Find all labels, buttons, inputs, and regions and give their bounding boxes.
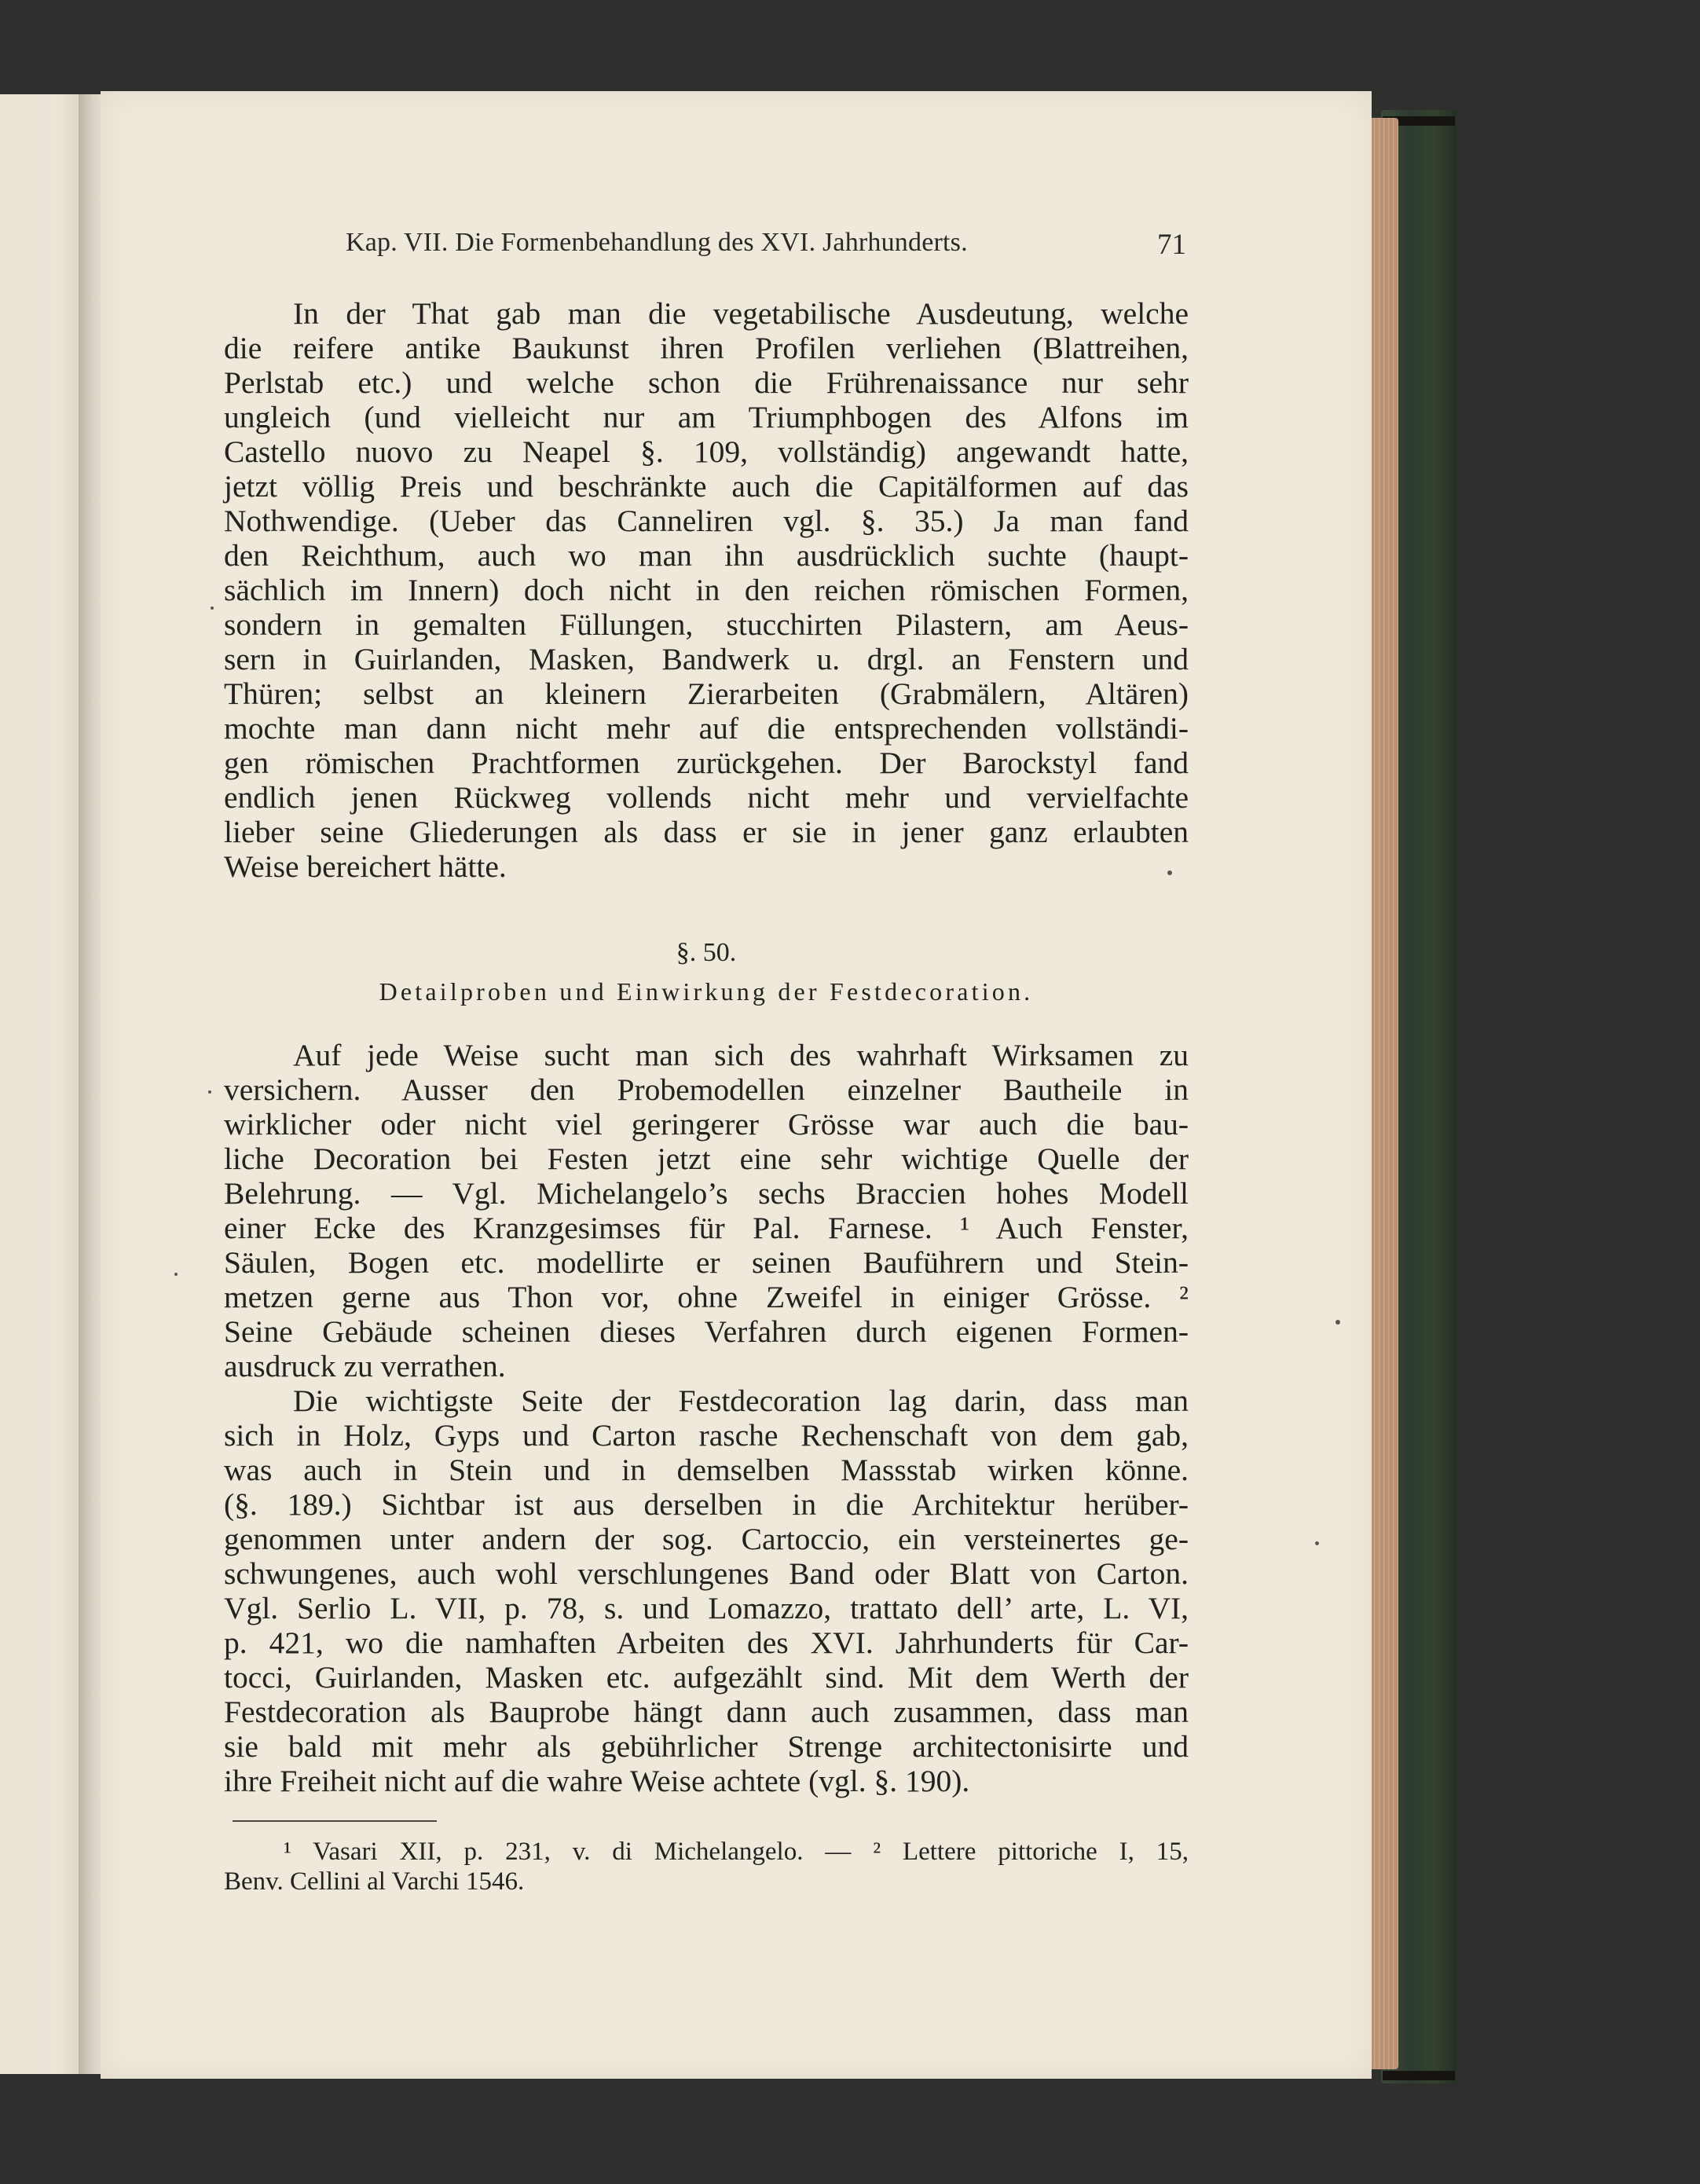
text-line: tocci, Guirlanden, Masken etc. aufgezählt sind. Mit dem Werth der (224, 1660, 1189, 1695)
text-line: genommen unter andern der sog. Cartoccio, ein versteinertes ge- (224, 1522, 1189, 1556)
text-line: Vgl. Serlio L. VII, p. 78, s. und Lomazzo, trattato dell’ arte, L. VI, (224, 1591, 1189, 1625)
text-line: gen römischen Prachtformen zurückgehen. Der Barockstyl fand (224, 746, 1189, 780)
text-line: Festdecoration als Bauprobe hängt dann auch zusammen, dass man (224, 1695, 1189, 1729)
page-speck (174, 1273, 178, 1276)
text-line: ausdruck zu verrathen. (224, 1349, 506, 1383)
footnote-line: Benv. Cellini al Varchi 1546. (224, 1867, 525, 1896)
text-line: was auch in Stein und in demselben Massstab wirken könne. (224, 1453, 1189, 1487)
text-line: Weise bereichert hätte. (224, 849, 507, 884)
text-line: p. 421, wo die namhaften Arbeiten des XVI. Jahrhunderts für Car- (224, 1625, 1189, 1660)
text-line: sondern in gemalten Füllungen, stucchirten Pilastern, am Aeus- (224, 607, 1189, 642)
text-line: Belehrung. — Vgl. Michelangelo’s sechs Braccien hohes Modell (224, 1176, 1189, 1211)
footnotes (224, 1837, 1189, 1896)
text-line: lieber seine Gliederungen als dass er sie in jener ganz erlaubten (224, 815, 1189, 849)
text-line: den Reichthum, auch wo man ihn ausdrücklich suchte (haupt- (224, 538, 1189, 573)
text-line: Auf jede Weise sucht man sich des wahrhaft Wirksamen zu (293, 1038, 1189, 1072)
text-line: liche Decoration bei Festen jetzt eine sehr wichtige Quelle der (224, 1141, 1189, 1176)
text-line: mochte man dann nicht mehr auf die entsprechenden vollständi- (224, 711, 1189, 746)
text-line: Perlstab etc.) und welche schon die Frührenaissance nur sehr (224, 365, 1189, 400)
text-line: ungleich (und vielleicht nur am Triumphbogen des Alfons im (224, 400, 1189, 434)
text-line: jetzt völlig Preis und beschränkte auch die Capitälformen auf das (224, 469, 1189, 504)
text-line: die reifere antike Baukunst ihren Profilen verliehen (Blattreihen, (224, 331, 1189, 365)
page-number: 71 (1157, 229, 1186, 261)
text-line: Säulen, Bogen etc. modellirte er seinen Bauführern und Stein- (224, 1245, 1189, 1280)
text-line: versichern. Ausser den Probemodellen einzelner Bautheile in (224, 1072, 1189, 1107)
text-line: sern in Guirlanden, Masken, Bandwerk u. drgl. an Fenstern und (224, 642, 1189, 676)
paragraph-1 (224, 296, 1189, 884)
page-speck (1315, 1541, 1319, 1545)
text-line: sich in Holz, Gyps und Carton rasche Rechenschaft von dem gab, (224, 1418, 1189, 1453)
text-line: Thüren; selbst an kleinern Zierarbeiten (Grabmälern, Altären) (224, 676, 1189, 711)
page-speck (1335, 1320, 1340, 1325)
text-line: schwungenes, auch wohl verschlungenes Band oder Blatt von Carton. (224, 1556, 1189, 1591)
cover-band (1383, 2071, 1455, 2080)
running-head (346, 228, 1186, 262)
page-speck (211, 606, 214, 610)
page-speck (1167, 870, 1172, 875)
text-line: Nothwendige. (Ueber das Canneliren vgl. §. 35.) Ja man fand (224, 504, 1189, 538)
text-line: In der That gab man die vegetabilische Ausdeutung, welche (293, 296, 1189, 331)
text-line: wirklicher oder nicht viel geringerer Grösse war auch die bau- (224, 1107, 1189, 1141)
text-line: sie bald mit mehr als gebührlicher Strenge architectonisirte und (224, 1729, 1189, 1764)
paragraph-2 (224, 1038, 1189, 1798)
text-line: Castello nuovo zu Neapel §. 109, vollständig) angewandt hatte, (224, 434, 1189, 469)
text-line: Seine Gebäude scheinen dieses Verfahren durch eigenen Formen- (224, 1314, 1189, 1349)
footnote-line: ¹ Vasari XII, p. 231, v. di Michelangelo. — ² Lettere pittoriche I, 15, (284, 1838, 1189, 1866)
text-line: einer Ecke des Kranzgesimses für Pal. Farnese. ¹ Auch Fenster, (224, 1211, 1189, 1245)
page-speck (208, 1090, 211, 1094)
text-line: sächlich im Innern) doch nicht in den reichen römischen Formen, (224, 573, 1189, 607)
text-line: (§. 189.) Sichtbar ist aus derselben in die Architektur herüber- (224, 1487, 1189, 1522)
section-number: §. 50. (676, 938, 737, 967)
footnote-divider (233, 1820, 437, 1822)
page-fore-edge (1367, 118, 1398, 2069)
section-title: Detailproben und Einwirkung der Festdecoration. (379, 977, 1034, 1006)
text-line: ihre Freiheit nicht auf die wahre Weise achtete (vgl. §. 190). (224, 1764, 970, 1798)
text-line: Die wichtigste Seite der Festdecoration lag darin, dass man (293, 1383, 1189, 1418)
running-head-title: Kap. VII. Die Formenbehandlung des XVI. Jahrhunderts. (346, 228, 968, 257)
left-page-edge (0, 94, 85, 2074)
text-line: endlich jenen Rückweg vollends nicht mehr und vervielfachte (224, 780, 1189, 815)
text-line: metzen gerne aus Thon vor, ohne Zweifel in einiger Grösse. ² (224, 1280, 1189, 1314)
